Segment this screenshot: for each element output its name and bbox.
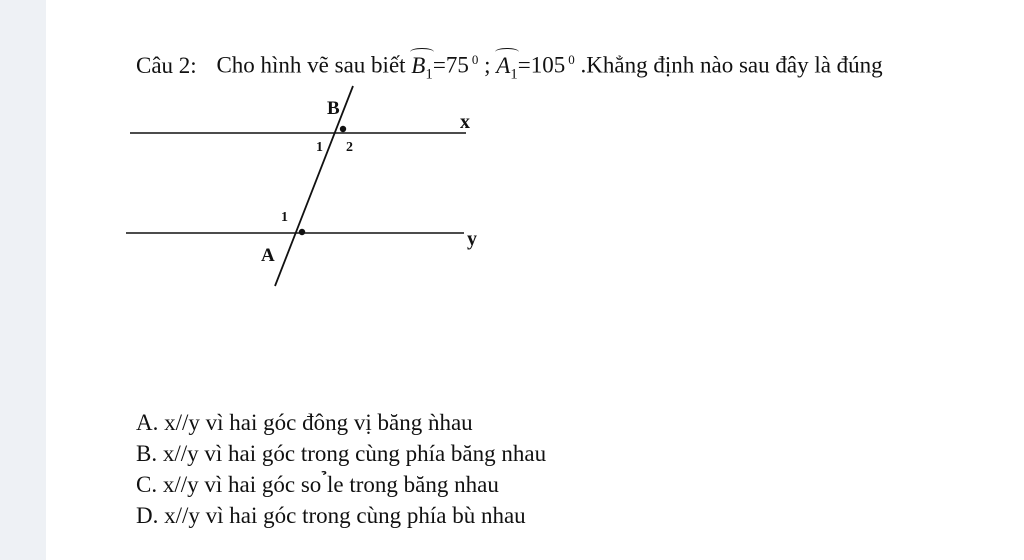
question-text-after: .Khẳng định nào sau đây là đúng <box>580 52 883 78</box>
separator: ; <box>484 52 491 78</box>
angle-b1-value: =75 <box>432 52 469 78</box>
answer-option-b[interactable]: B. x//y vì hai góc trong cùng phía băng nhau <box>136 441 547 466</box>
angle-a1-value: =105 <box>517 52 566 78</box>
answer-option-a[interactable]: A. x//y vì hai góc đông vị băng ǹhau <box>136 410 473 435</box>
degree-sign-2: 0 <box>568 52 575 67</box>
label-a-angle-1: 1 <box>281 210 288 225</box>
label-b: B <box>327 98 340 119</box>
point-a <box>299 229 305 235</box>
answer-list <box>136 407 546 531</box>
degree-sign-1: 0 <box>471 52 479 67</box>
label-b-angle-2: 2 <box>346 140 353 155</box>
question-text-before: Cho hình vẽ sau biết <box>216 52 406 78</box>
transversal-line <box>275 86 353 286</box>
question-number: Câu 2: <box>136 52 197 78</box>
answer-option-c[interactable]: C. x//y vì hai góc so ̉le trong băng nhau <box>136 472 499 497</box>
label-y: y <box>467 228 477 250</box>
label-a: A <box>261 245 275 266</box>
point-b <box>340 126 346 132</box>
label-x: x <box>460 111 470 133</box>
answer-option-d[interactable]: D. x//y vì hai góc trong cùng phía bù nhau <box>136 503 526 528</box>
angle-a1-symbol: $A_1$ <box>496 52 518 83</box>
label-b-angle-1: 1 <box>316 140 323 155</box>
document-page <box>46 0 1024 560</box>
angle-b1-symbol: $B_1$ <box>411 52 433 83</box>
